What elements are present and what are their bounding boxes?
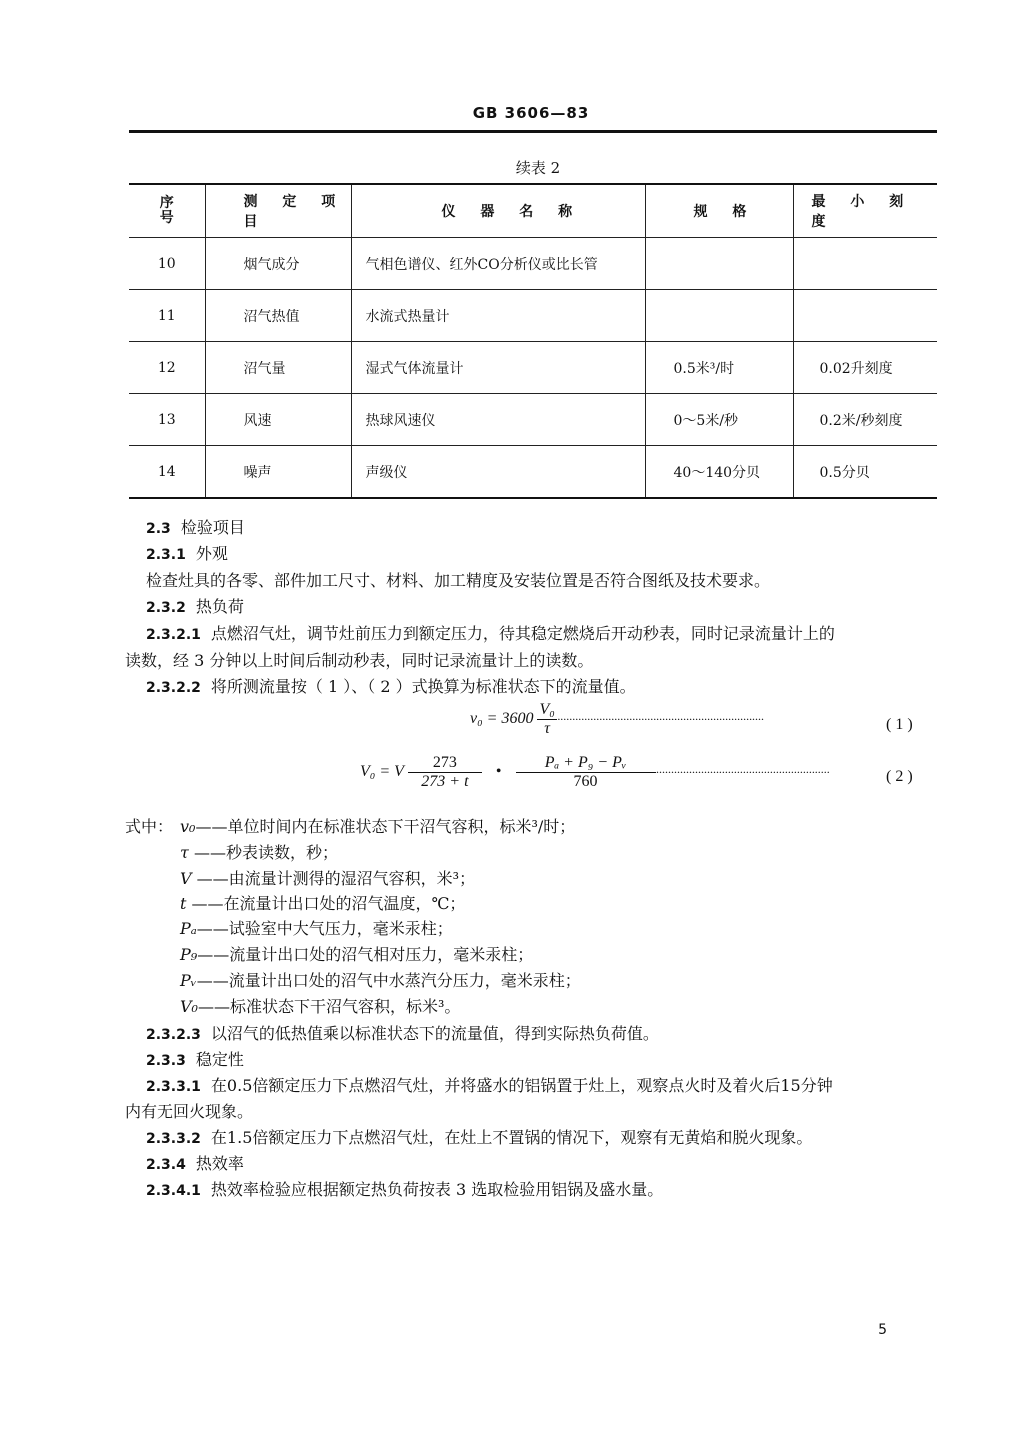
cell-instrument: 热球风速仪 [351,394,645,446]
section-2-3-1-text: 检查灶具的各零、部件加工尺寸、材料、加工精度及安装位置是否符合图纸及技术要求。 [146,571,771,590]
section-2-3-3-heading: 2.3.3 稳定性 [146,1050,244,1069]
section-2-3-heading: 2.3 检验项目 [146,518,245,537]
formula-1-fraction: $\frac{\text{V₀}}{\tau}$ [539,701,555,737]
cell-instrument: 气相色谱仪、红外CO分析仪或比长管 [351,238,645,290]
cell-spec: 0.5米³/时 [645,342,793,394]
header-rule [129,130,937,133]
table-row [129,238,937,290]
cell-seq: 13 [129,394,205,446]
section-2-3-2-heading: 2.3.2 热负荷 [146,597,244,616]
cell-instrument: 水流式热量计 [351,290,645,342]
section-2-3-2-3: 2.3.2.3 以沼气的低热值乘以标准状态下的流量值，得到实际热负荷值。 [146,1024,659,1043]
cell-item: 风速 [205,394,351,446]
section-2-3-1-heading: 2.3.1 外观 [146,544,228,563]
def-item: V₀——标准状态下干沼气容积，标米³。 [180,997,461,1016]
cell-item: 沼气量 [205,342,351,394]
cell-min-scale: 0.2米/秒刻度 [793,394,937,446]
formula-2-number: ( 2 ) [886,768,913,785]
document-header: GB 3606—83 [472,104,590,122]
table-row [129,342,937,394]
def-item: Pᵥ——流量计出口处的沼气中水蒸汽分压力，毫米汞柱； [180,971,581,990]
section-2-3-3-1-line1: 2.3.3.1 在0.5倍额定压力下点燃沼气灶，并将盛水的铝锅置于灶上，观察点火时及着火后15分钟 [146,1076,833,1095]
formula-2: V₀ = V $\frac{273}{273 + t}$ • $\frac{\text{Pₐ + P₉ − Pᵥ}}{760}$ ·························································· [360,754,830,790]
def-item: v₀——单位时间内在标准状态下干沼气容积，标米³/时； [180,817,576,836]
section-2-3-3-2: 2.3.3.2 在1.5倍额定压力下点燃沼气灶，在灶上不置锅的情况下，观察有无黄焰和脱火现象。 [146,1128,813,1147]
cell-min-scale [793,238,937,290]
cell-min-scale [793,290,937,342]
cell-spec: 0～5米/秒 [645,394,793,446]
cell-seq: 11 [129,290,205,342]
header-spec: 规 格 [645,184,793,238]
def-item: t ——在流量计出口处的沼气温度，℃； [180,894,466,913]
section-2-3-3-1-line2: 内有无回火现象。 [125,1102,254,1121]
cell-spec [645,238,793,290]
table-row [129,290,937,342]
table-caption: 续表 2 [515,159,561,177]
cell-item: 噪声 [205,446,351,499]
cell-item: 沼气热值 [205,290,351,342]
section-2-3-4-1: 2.3.4.1 热效率检验应根据额定热负荷按表 3 选取检验用铝锅及盛水量。 [146,1180,664,1199]
def-item: V ——由流量计测得的湿沼气容积，米³； [180,869,476,888]
header-item: 测 定 项 目 [205,184,351,238]
header-min-scale: 最 小 刻 度 [793,184,937,238]
def-item: τ ——秒表读数，秒； [180,843,338,862]
cell-min-scale: 0.02升刻度 [793,342,937,394]
formula-1-number: ( 1 ) [886,716,913,733]
cell-spec: 40～140分贝 [645,446,793,499]
cell-seq: 12 [129,342,205,394]
where-label: 式中： [125,817,174,836]
formula-2-fraction-1: $\frac{273}{273 + t}$ [408,754,482,791]
cell-seq: 10 [129,238,205,290]
header-seq: 序号 [129,184,205,238]
cell-spec [645,290,793,342]
cell-item: 烟气成分 [205,238,351,290]
instrument-table [129,183,937,499]
section-2-3-2-1-line1: 2.3.2.1 点燃沼气灶，调节灶前压力到额定压力，待其稳定燃烧后开动秒表，同时记录流量计上的 [146,624,835,643]
cell-min-scale: 0.5分贝 [793,446,937,499]
section-2-3-4-heading: 2.3.4 热效率 [146,1154,244,1173]
def-item: Pₐ——试验室中大气压力，毫米汞柱； [180,919,453,938]
section-2-3-2-1-line2: 读数，经 3 分钟以上时间后制动秒表，同时记录流量计上的读数。 [125,651,594,670]
table-row [129,394,937,446]
section-2-3-2-2: 2.3.2.2 将所测流量按（ 1 ）、（ 2 ）式换算为标准状态下的流量值。 [146,677,636,696]
formula-1: v₀ = 3600 $\frac{\text{V₀}}{\tau}$ ····································································· [470,701,764,737]
def-item: P₉——流量计出口处的沼气相对压力，毫米汞柱； [180,945,534,964]
header-instrument: 仪 器 名 称 [351,184,645,238]
page-number: 5 [878,1322,887,1338]
cell-seq: 14 [129,446,205,499]
table-row [129,446,937,499]
cell-instrument: 湿式气体流量计 [351,342,645,394]
cell-instrument: 声级仪 [351,446,645,499]
formula-2-fraction-2: $\frac{\text{Pₐ + P₉ − Pᵥ}}{760}$ [516,754,656,791]
table-header-row [129,184,937,238]
